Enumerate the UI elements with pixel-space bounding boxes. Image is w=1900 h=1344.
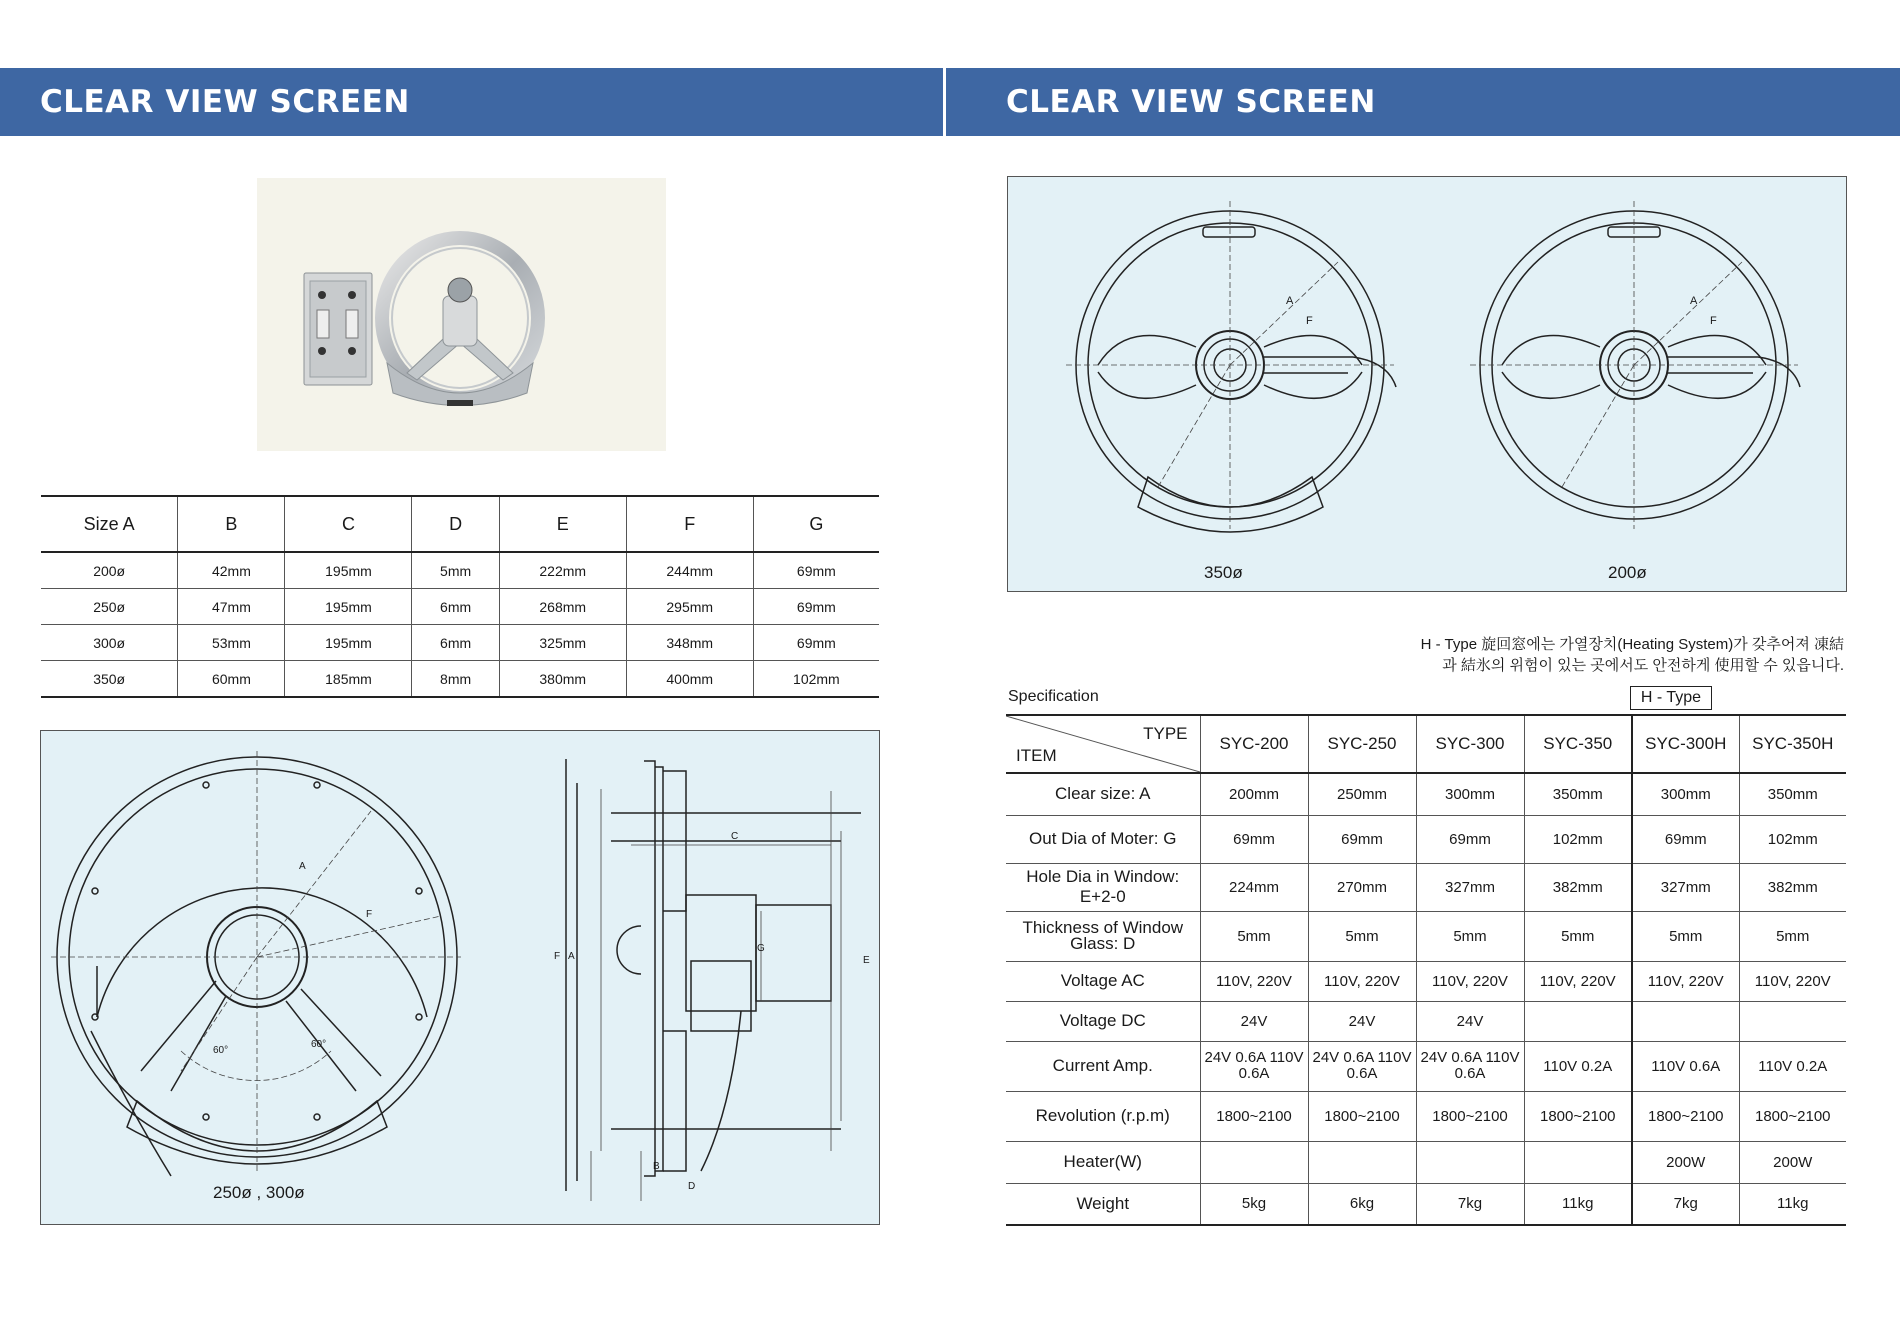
spec-value: 300mm — [1632, 773, 1739, 815]
spec-value: 110V, 220V — [1632, 961, 1739, 1001]
spec-corner-cell — [1006, 715, 1200, 773]
spec-value: 5mm — [1632, 911, 1739, 961]
table-cell: 60mm — [178, 661, 285, 698]
spec-value — [1200, 1141, 1308, 1183]
spec-value: 5mm — [1524, 911, 1632, 961]
table-row — [1006, 1183, 1846, 1225]
spec-value: 24V — [1308, 1001, 1416, 1041]
spec-value: 102mm — [1524, 815, 1632, 863]
spec-value: 69mm — [1416, 815, 1524, 863]
dimension-label: A — [568, 951, 575, 962]
spec-value — [1632, 1001, 1739, 1041]
table-cell: 102mm — [753, 661, 879, 698]
spec-value: 382mm — [1524, 863, 1632, 911]
spec-value: 5mm — [1200, 911, 1308, 961]
spec-value: 1800~2100 — [1200, 1091, 1308, 1141]
spec-value: 1800~2100 — [1416, 1091, 1524, 1141]
table-cell: 6mm — [412, 589, 499, 625]
spec-value: 200mm — [1200, 773, 1308, 815]
table-cell: 380mm — [499, 661, 626, 698]
spec-value: 200W — [1739, 1141, 1846, 1183]
spec-value: 24V — [1200, 1001, 1308, 1041]
dimension-label: D — [688, 1181, 696, 1192]
note-line: 과 結氷의 위험이 있는 곳에서도 안전하게 使用할 수 있읍니다. — [1442, 657, 1844, 674]
spec-value: 327mm — [1632, 863, 1739, 911]
table-cell: 222mm — [499, 552, 626, 589]
dimension-label: 60° — [213, 1045, 229, 1056]
note-line: H - Type 旋回窓에는 가열장치(Heating System)가 갖추어져 凍結 — [1420, 636, 1844, 653]
spec-type-header: SYC-300H — [1632, 715, 1739, 773]
table-cell: 250ø — [41, 589, 178, 625]
corner-type-label: TYPE — [1143, 724, 1188, 743]
spec-value: 250mm — [1308, 773, 1416, 815]
table-cell: 47mm — [178, 589, 285, 625]
left-drawing-lines — [41, 731, 879, 1224]
left-technical-drawing — [40, 730, 880, 1225]
spec-value: 110V, 220V — [1739, 961, 1846, 1001]
table-row — [1006, 961, 1846, 1001]
table-row — [1006, 815, 1846, 863]
spec-value — [1739, 1001, 1846, 1041]
size-table-header: F — [626, 496, 753, 552]
spec-value: 1800~2100 — [1739, 1091, 1846, 1141]
spec-value: 1800~2100 — [1308, 1091, 1416, 1141]
size-table-header: Size A — [41, 496, 178, 552]
table-row — [1006, 863, 1846, 911]
table-cell: 350ø — [93, 670, 126, 687]
spec-value: 11kg — [1739, 1183, 1846, 1225]
table-cell: 42mm — [178, 552, 285, 589]
table-row — [1006, 1141, 1846, 1183]
spec-item: Hole Dia in Window: E+2-0 — [1006, 863, 1200, 911]
spec-item: Revolution (r.p.m) — [1006, 1091, 1200, 1141]
dimension-label: G — [757, 943, 765, 954]
dimension-label: C — [731, 831, 739, 842]
product-photo-illustration — [257, 178, 666, 451]
size-table-header: E — [499, 496, 626, 552]
spec-value: 5mm — [1308, 911, 1416, 961]
table-cell: 5mm — [412, 552, 499, 589]
size-table-header: C — [285, 496, 412, 552]
spec-item: Clear size: A — [1006, 773, 1200, 815]
product-photo — [257, 178, 666, 451]
spec-item: Thickness of Window Glass: D — [1006, 911, 1200, 961]
spec-type-header: SYC-200 — [1200, 715, 1308, 773]
table-cell: 244mm — [626, 552, 753, 589]
spec-value: 1800~2100 — [1632, 1091, 1739, 1141]
right-technical-drawing — [1007, 176, 1847, 592]
table-cell: 300ø — [41, 625, 178, 661]
spec-value: 7kg — [1416, 1183, 1524, 1225]
spec-item: Voltage DC — [1006, 1001, 1200, 1041]
spec-value: 224mm — [1200, 863, 1308, 911]
spec-value: 382mm — [1739, 863, 1846, 911]
table-cell: 348mm — [626, 625, 753, 661]
spec-type-header: SYC-350H — [1739, 715, 1846, 773]
spec-value: 11kg — [1524, 1183, 1632, 1225]
spec-item: Voltage AC — [1006, 961, 1200, 1001]
dimension-label: A — [299, 861, 306, 872]
table-cell: 295mm — [626, 589, 753, 625]
spec-value: 6kg — [1308, 1183, 1416, 1225]
spec-header-row — [1006, 715, 1846, 773]
spec-item: Heater(W) — [1006, 1141, 1200, 1183]
dimension-label: F — [1306, 315, 1313, 327]
spec-value: 300mm — [1416, 773, 1524, 815]
dimension-label: F — [554, 951, 561, 962]
table-cell: 69mm — [753, 552, 879, 589]
table-row — [1006, 1001, 1846, 1041]
dimension-label: E — [863, 955, 870, 966]
table-cell: 325mm — [499, 625, 626, 661]
table-row — [1006, 773, 1846, 815]
size-table-header: D — [412, 496, 499, 552]
table-row — [41, 552, 879, 589]
spec-value: 350mm — [1524, 773, 1632, 815]
spec-value: 24V 0.6A 110V 0.6A — [1200, 1041, 1308, 1091]
table-row — [41, 661, 879, 698]
spec-value: 270mm — [1308, 863, 1416, 911]
right-banner — [946, 68, 1900, 136]
spec-title: Specification — [1008, 688, 1099, 705]
spec-type-header: SYC-300 — [1416, 715, 1524, 773]
spec-value: 5kg — [1200, 1183, 1308, 1225]
table-cell: 8mm — [412, 661, 499, 698]
spec-value: 110V, 220V — [1308, 961, 1416, 1001]
table-row — [1006, 911, 1846, 961]
spec-value: 69mm — [1632, 815, 1739, 863]
spec-value: 327mm — [1416, 863, 1524, 911]
table-cell: 268mm — [499, 589, 626, 625]
table-cell: 195mm — [285, 625, 412, 661]
spec-value: 110V 0.2A — [1524, 1041, 1632, 1091]
table-cell: 185mm — [285, 661, 412, 698]
spec-type-header: SYC-250 — [1308, 715, 1416, 773]
dimension-label: 60° — [311, 1039, 327, 1050]
size-table-header: B — [178, 496, 285, 552]
spec-value: 24V 0.6A 110V 0.6A — [1308, 1041, 1416, 1091]
spec-value: 69mm — [1308, 815, 1416, 863]
left-banner-title: CLEAR VIEW SCREEN — [40, 84, 410, 120]
spec-value: 102mm — [1739, 815, 1846, 863]
dimension-label: A — [1286, 295, 1294, 307]
spec-value: 350mm — [1739, 773, 1846, 815]
table-cell: 200ø — [41, 552, 178, 589]
right-drawing-caption-left: 350ø — [1204, 563, 1243, 582]
spec-value: 24V — [1416, 1001, 1524, 1041]
h-type-badge: H - Type — [1630, 686, 1712, 710]
corner-item-label: ITEM — [1016, 746, 1057, 765]
spec-value: 24V 0.6A 110V 0.6A — [1416, 1041, 1524, 1091]
spec-value — [1308, 1141, 1416, 1183]
table-cell: 69mm — [753, 589, 879, 625]
left-drawing-caption: 250ø , 300ø — [213, 1183, 305, 1202]
spec-item: Weight — [1006, 1183, 1200, 1225]
spec-item: Current Amp. — [1006, 1041, 1200, 1091]
table-row — [41, 589, 879, 625]
table-cell: 400mm — [626, 661, 753, 698]
right-drawing-caption-right: 200ø — [1608, 563, 1647, 582]
spec-type-header: SYC-350 — [1524, 715, 1632, 773]
spec-value — [1524, 1141, 1632, 1183]
table-cell: 6mm — [412, 625, 499, 661]
left-banner — [0, 68, 943, 136]
spec-value: 110V, 220V — [1524, 961, 1632, 1001]
spec-value: 110V, 220V — [1200, 961, 1308, 1001]
table-cell: 69mm — [753, 625, 879, 661]
size-table — [41, 495, 879, 698]
spec-value: 110V 0.6A — [1632, 1041, 1739, 1091]
spec-value: 5mm — [1416, 911, 1524, 961]
table-cell: 195mm — [285, 589, 412, 625]
right-banner-title: CLEAR VIEW SCREEN — [1006, 84, 1376, 120]
spec-value: 1800~2100 — [1524, 1091, 1632, 1141]
h-type-note — [1000, 634, 1844, 676]
dimension-label: A — [1690, 295, 1698, 307]
right-drawing-lines — [1008, 177, 1846, 591]
dimension-label: B — [653, 1161, 660, 1172]
spec-value: 5mm — [1739, 911, 1846, 961]
spec-value: 110V 0.2A — [1739, 1041, 1846, 1091]
spec-value: 200W — [1632, 1141, 1739, 1183]
table-row — [41, 625, 879, 661]
table-row — [1006, 1091, 1846, 1141]
spec-item: Out Dia of Moter: G — [1006, 815, 1200, 863]
dimension-label: F — [366, 909, 373, 920]
spec-value — [1416, 1141, 1524, 1183]
spec-value: 7kg — [1632, 1183, 1739, 1225]
spec-table — [1006, 714, 1846, 1226]
size-table-header: G — [753, 496, 879, 552]
dimension-label: F — [1710, 315, 1717, 327]
table-cell: 53mm — [178, 625, 285, 661]
spec-value: 69mm — [1200, 815, 1308, 863]
table-cell: 195mm — [285, 552, 412, 589]
spec-value: 110V, 220V — [1416, 961, 1524, 1001]
table-row — [1006, 1041, 1846, 1091]
spec-value — [1524, 1001, 1632, 1041]
size-table-header-row — [41, 496, 879, 552]
